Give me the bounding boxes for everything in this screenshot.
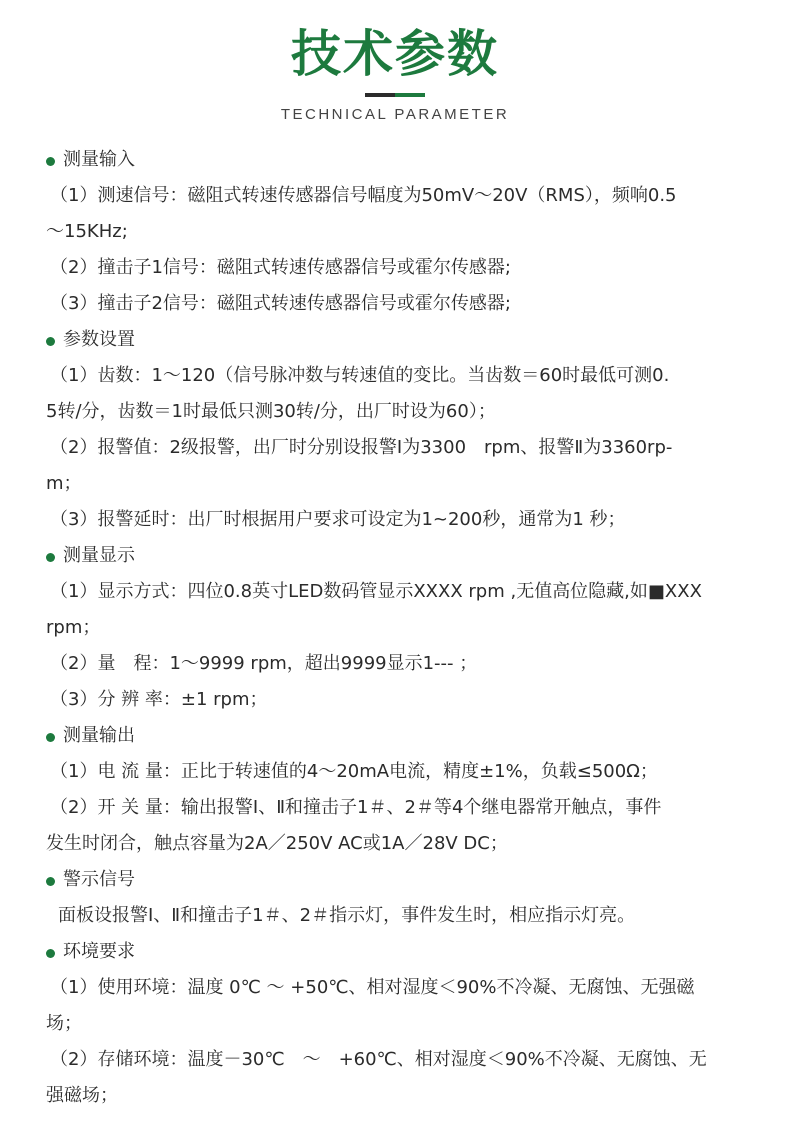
parameter-line: （2）量 程：1～9999 rpm，超出9999显示1--- ； [50, 653, 478, 674]
parameter-line: （2）开 关 量：输出报警Ⅰ、Ⅱ和撞击子1＃、2＃等4个继电器常开触点，事件 [50, 797, 662, 818]
title-underline [365, 93, 425, 97]
parameter-line: 面板设报警Ⅰ、Ⅱ和撞击子1＃、2＃指示灯，事件发生时，相应指示灯亮。 [58, 905, 636, 926]
section-heading [44, 142, 754, 178]
parameter-line: （1）电 流 量：正比于转速值的4～20mA电流，精度±1%，负载≤500Ω； [50, 761, 658, 782]
parameter-line: （3）分 辨 率：±1 rpm； [50, 689, 268, 710]
parameter-line: （3）报警延时：出厂时根据用户要求可设定为1~200秒，通常为1 秒； [50, 509, 626, 530]
bullet-dot-icon [46, 733, 55, 742]
parameter-line: 强磁场； [46, 1085, 118, 1106]
section-heading [44, 862, 754, 898]
page-title: 技术参数 [291, 25, 499, 83]
section-heading [44, 934, 754, 970]
parameter-line: （1）使用环境：温度 0℃ ～ +50℃、相对湿度＜90%不冷凝、无腐蚀、无强磁 [50, 977, 695, 998]
section-heading-label: 测量显示 [63, 545, 135, 566]
parameter-line: （2）报警值：2级报警，出厂时分别设报警Ⅰ为3300 rpm、报警Ⅱ为3360rp- [50, 437, 673, 458]
section-heading-label: 参数设置 [63, 329, 135, 350]
parameter-line: （2）存储环境：温度－30℃ ～ +60℃、相对湿度＜90%不冷凝、无腐蚀、无 [50, 1049, 707, 1070]
section-heading-label: 测量输入 [63, 149, 135, 170]
bullet-dot-icon [46, 949, 55, 958]
bullet-dot-icon [46, 157, 55, 166]
parameter-line: 场； [46, 1013, 82, 1034]
parameter-line: rpm； [46, 617, 101, 638]
parameter-line: （2）撞击子1信号：磁阻式转速传感器信号或霍尔传感器; [50, 257, 511, 278]
section-heading-label: 警示信号 [63, 869, 135, 890]
section-heading-label: 测量输出 [63, 725, 135, 746]
page-subtitle: TECHNICAL PARAMETER [280, 106, 510, 123]
parameter-line: 5转/分，齿数＝1时最低只测30转/分，出厂时设为60）； [46, 401, 496, 422]
parameter-line: m； [46, 473, 82, 494]
bullet-dot-icon [46, 553, 55, 562]
parameter-line: 发生时闭合，触点容量为2A／250V AC或1A／28V DC； [46, 833, 508, 854]
page-header [0, 0, 790, 140]
parameter-line: （1）齿数：1～120（信号脉冲数与转速值的变比。当齿数＝60时最低可测0. [50, 365, 670, 386]
parameter-line: （1）显示方式：四位0.8英寸LED数码管显示XXXX rpm ,无值高位隐藏,如■XXX [50, 581, 702, 602]
bullet-dot-icon [46, 337, 55, 346]
section-heading-label: 环境要求 [63, 941, 135, 962]
parameter-line: （1）测速信号：磁阻式转速传感器信号幅度为50mV～20V（RMS），频响0.5 [50, 185, 677, 206]
section-heading [44, 538, 754, 574]
section-heading [44, 322, 754, 358]
parameter-line: ～15KHz; [46, 221, 128, 242]
section-heading [44, 718, 754, 754]
parameter-line: （3）撞击子2信号：磁阻式转速传感器信号或霍尔传感器; [50, 293, 511, 314]
bullet-dot-icon [46, 877, 55, 886]
parameter-list [44, 142, 754, 1114]
